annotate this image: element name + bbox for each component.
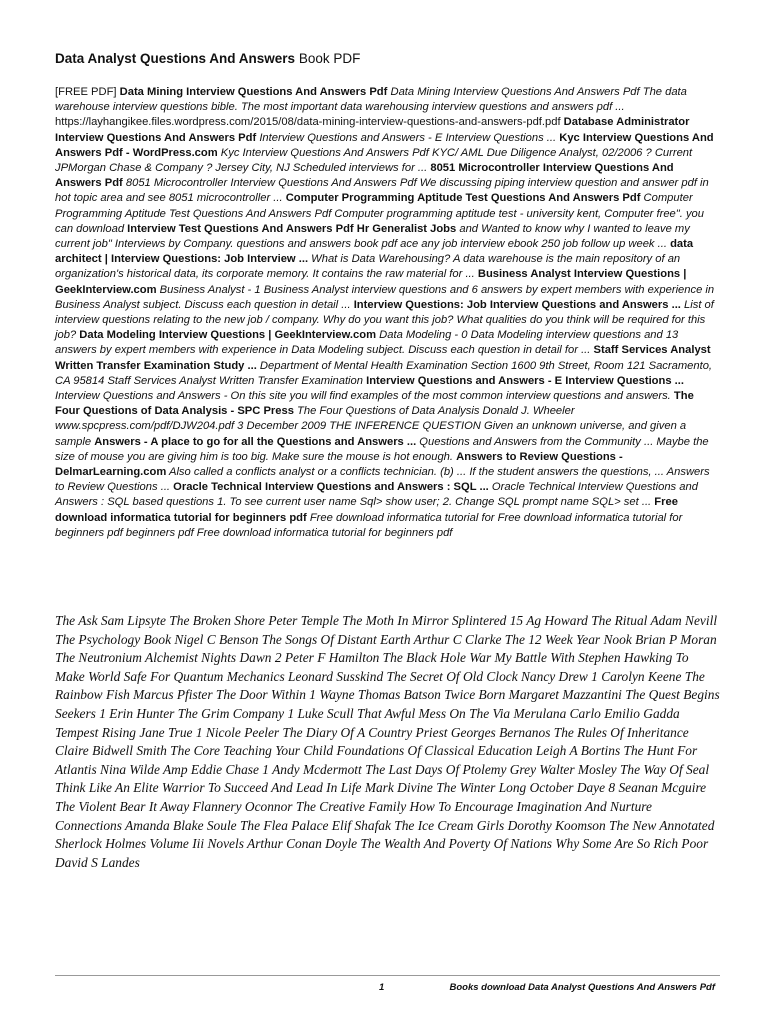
abstract-italic-run: and Wanted to know why I wanted to leave my current job" Interviews by Company. questions and answers book pdf ace any job interview ebook 250 job follow up week ...	[55, 222, 690, 251]
abstract-bold-run: Database Administrator Interview Questions And Answers Pdf	[55, 116, 690, 144]
abstract-italic-run: Interview Questions and Answers - E Interview Questions ...	[256, 131, 560, 144]
abstract-bold-run: 8051 Microcontroller Interview Questions And Answers Pdf	[55, 162, 674, 190]
abstract-italic-run: Free download informatica tutorial for Free download informatica tutorial for beginners pdf beginners pdf Free download informatica tutorial for beginners pdf	[55, 511, 683, 539]
abstract-bold-run: The Four Questions of Data Analysis - SPC Press	[55, 390, 694, 418]
abstract-italic-run: Oracle Technical Interview Questions and Answers : SQL based questions 1. To see current user name Sql> show user; 2. Change SQL prompt name SQL> set ...	[55, 481, 698, 509]
abstract-bold-run: Interview Questions: Job Interview Questions and Answers ...	[353, 298, 681, 311]
abstract-bold-run: Data Mining Interview Questions And Answers Pdf	[119, 86, 388, 98]
abstract-bold-run: Answers - A place to go for all the Questions and Answers ...	[94, 435, 417, 448]
abstract-italic-run: Business Analyst - 1 Business Analyst interview questions and 6 answers by expert members with experience in Business Analyst subject. Discuss each question in detail ...	[55, 283, 715, 311]
abstract-italic-run: Kyc Interview Questions And Answers Pdf KYC/ AML Due Diligence Analyst, 02/2006 ? Current JPMorgan Chase & Company ? Jersey City, NJ Scheduled interviews for ...	[55, 146, 693, 175]
abstract-paragraph	[55, 85, 715, 541]
book-list-paragraph: The Ask Sam Lipsyte The Broken Shore Peter Temple The Moth In Mirror Splintered 15 Ag Howard The Ritual Adam Nevill The Psychology Book Nigel C Benson The Songs Of Distant Earth Arthur C Clarke The 12 Week Year Nook Brian P Moran The Neutronium Alchemist Nights Dawn 2 Peter F Hamilton The Black Hole War My Battle With Stephen Hawking To Make World Safe For Quantum Mechanics Leonard Susskind The Secret Of Old Clock Nancy Drew 1 Carolyn Keene The Rainbow Fish Marcus Pfister The Door Within 1 Wayne Thomas Batson Twice Born Margaret Mazzantini The Quest Begins Seekers 1 Erin Hunter The Grim Company 1 Luke Scull That Awful Mess On The Via Merulana Carlo Emilio Gadda Tempest Rising Jane True 1 Nicole Peeler The Diary Of A Country Priest Georges Bernanos The Rules Of Inheritance Claire Bidwell Smith The Core Teaching Your Child Foundations Of Classical Education Leigh A Bortins The Hunt For Atlantis Nina Wilde Amp Eddie Chase 1 Andy Mcdermott The Last Days Of Ptolemy Grey Walter Mosley The Way Of Seal Think Like An Elite Warrior To Succeed And Lead In Life Mark Divine The Winter Long October Daye 8 Seanan Mcguire The Violent Bear It Away Flannery Oconnor The Creative Family How To Encourage Imagination And Nurture Connections Amanda Blake Soule The Flea Palace Elif Shafak The Ice Cream Girls Dorothy Koomson The New Annotated Sherlock Holmes Volume Iii Novels Arthur Conan Doyle The Wealth And Poverty Of Nations Why Some Are So Rich Poor David S Landes	[55, 613, 720, 870]
footer-title: Books download Data Analyst Questions And Answers Pdf	[449, 982, 715, 993]
abstract-bold-run: Interview Test Questions And Answers Pdf Hr Generalist Jobs	[127, 222, 457, 235]
abstract-plain-run: https://layhangikee.files.wordpress.com/2015/08/data-mining-interview-questions-and-answers-pdf.pdf	[55, 116, 564, 129]
abstract-italic-run: The Four Questions of Data Analysis Donald J. Wheeler www.spcpress.com/pdf/DJW204.pdf 3 December 2009 THE INFERENCE QUESTION Given an unknown universe, and given a sample	[55, 405, 687, 448]
abstract-bold-run: Data Modeling Interview Questions | GeekInterview.com	[79, 329, 377, 342]
footer-divider	[55, 975, 720, 976]
abstract-bold-run: data architect | Interview Questions: Job Interview ...	[55, 238, 694, 266]
abstract-italic-run: Data Mining Interview Questions And Answers Pdf The data warehouse interview questions bible. The most important data warehousing interview questions and answers pdf ...	[55, 86, 687, 114]
document-title-suffix: Book PDF	[295, 51, 361, 66]
abstract-bold-run: Staff Services Analyst Written Transfer Examination Study ...	[55, 344, 711, 372]
abstract-bold-run: Free download informatica tutorial for beginners pdf	[55, 496, 678, 524]
abstract-bold-run: Answers to Review Questions - DelmarLearning.com	[55, 450, 623, 479]
abstract-italic-run: Also called a conflicts analyst or a conflicts technician. (b) ... If the student answers the questions, ... Answers to Review Questions ...	[55, 466, 710, 494]
abstract-italic-run: Computer Programming Aptitude Test Questions And Answers Pdf Computer programming aptitude test - university kent, Computer free". you can download	[55, 192, 704, 235]
abstract-bold-run: Interview Questions and Answers - E Interview Questions ...	[366, 374, 684, 387]
document-title-bold: Data Analyst Questions And Answers	[55, 51, 296, 66]
abstract-italic-run: Questions and Answers from the Community ... Maybe the size of mouse you are giving him is too big. Make sure the mouse is hot enough.	[55, 435, 709, 463]
document-title	[55, 51, 360, 66]
abstract-italic-run: What is Data Warehousing? A data warehouse is the main repository of an organization's historical data, its corporate memory. It contains the raw material for ...	[55, 253, 681, 281]
abstract-plain-run: [FREE PDF]	[55, 86, 120, 98]
abstract-bold-run: Oracle Technical Interview Questions and Answers : SQL ...	[173, 481, 489, 494]
abstract-italic-run: 8051 Microcontroller Interview Questions And Answers Pdf We discussing piping interview question and answer pdf in hot topic area and see 8051 microcontroller ...	[55, 177, 709, 205]
page-number: 1	[379, 982, 385, 993]
abstract-italic-run: Data Modeling - 0 Data Modeling interview questions and 13 answers by expert members with experience in Data Modeling subject. Discuss each question in detail for ...	[55, 329, 679, 357]
abstract-italic-run: List of interview questions relating to the new job / company. Why do you want this job? What qualities do you think will be required for this job?	[55, 298, 714, 342]
abstract-bold-run: Kyc Interview Questions And Answers Pdf - WordPress.com	[55, 131, 714, 159]
abstract-italic-run: Department of Mental Health Examination Section 1600 9th Street, Room 121 Sacramento, CA 95814 Staff Services Analyst Written Transfer Examination	[55, 359, 713, 387]
abstract-bold-run: Computer Programming Aptitude Test Questions And Answers Pdf	[285, 192, 641, 205]
abstract-bold-run: Business Analyst Interview Questions | GeekInterview.com	[55, 268, 687, 296]
abstract-italic-run: Interview Questions and Answers - On this site you will find examples of the most common interview questions and answers.	[55, 390, 674, 403]
